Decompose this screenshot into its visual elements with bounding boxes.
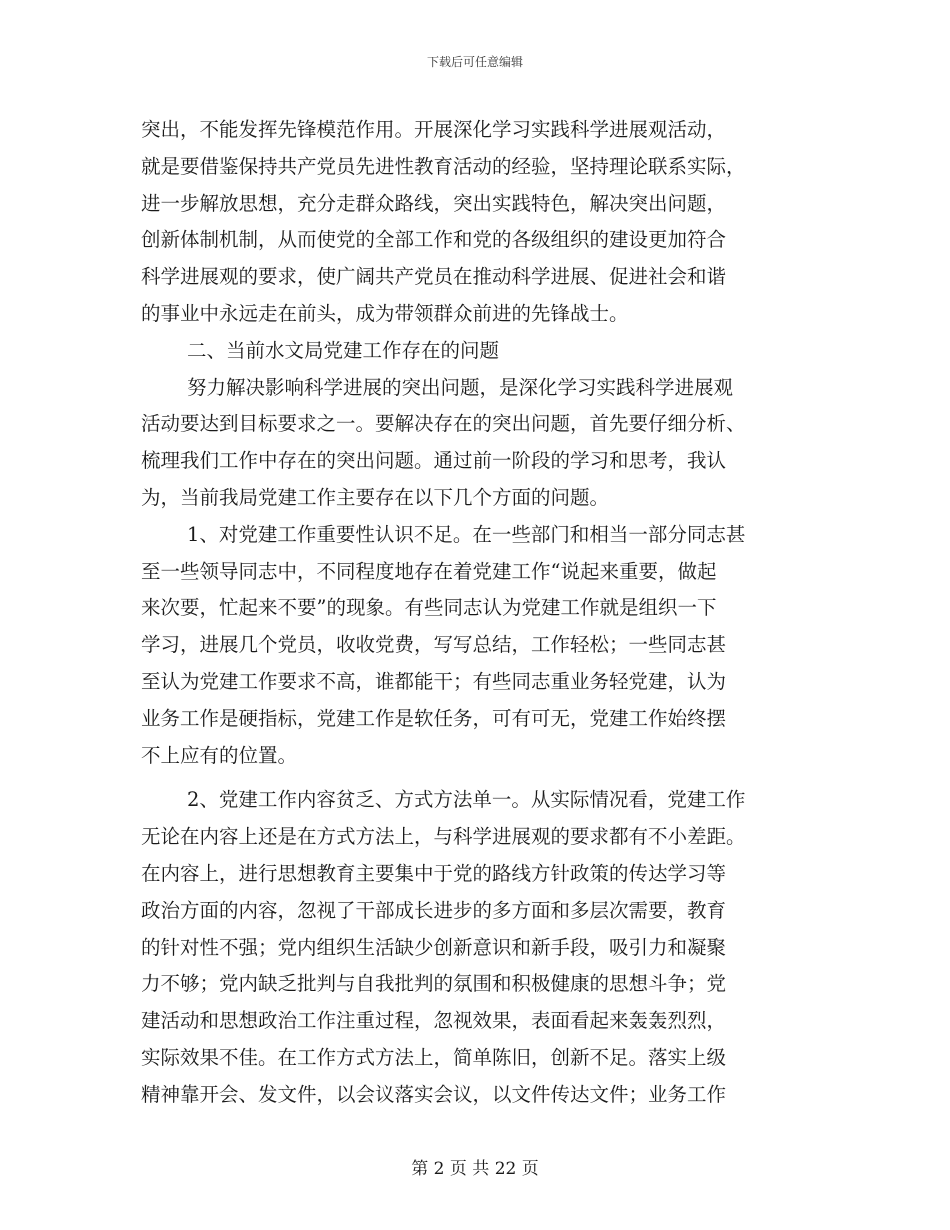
text-line: 为，当前我局党建工作主要存在以下几个方面的问题。 [141,485,610,509]
text-line: 学习，进展几个党员，收收党费，写写总结，工作轻松；一些同志甚 [141,633,727,657]
text-line: 的针对性不强；党内组织生活缺少创新意识和新手段，吸引力和凝聚 [141,935,727,959]
text-line: 建活动和思想政治工作注重过程，忽视效果，表面看起来轰轰烈烈， [141,1009,727,1033]
section-heading: 二、当前水文局党建工作存在的问题 [187,338,500,362]
text-line: 就是要借鉴保持共产党员先进性教育活动的经验，坚持理论联系实际， [141,154,746,178]
text-line: 在内容上，进行思想教育主要集中于党的路线方针政策的传达学习等 [141,861,727,885]
text-line: 业务工作是硬指标，党建工作是软任务，可有可无，党建工作始终摆 [141,706,727,730]
page-header: 下载后可任意编辑 [426,55,523,69]
text-line: 至认为党建工作要求不高，谁都能干；有些同志重业务轻党建，认为 [141,669,727,693]
text-line: 梳理我们工作中存在的突出问题。通过前一阶段的学习和思考，我认 [141,449,727,473]
text-line: 活动要达到目标要求之一。要解决存在的突出问题，首先要仔细分析、 [141,412,746,436]
text-line: 的事业中永远走在前头，成为带领群众前进的先锋战士。 [141,301,629,325]
text-line: 不上应有的位置。 [141,743,298,767]
text-line: 至一些领导同志中，不同程度地存在着党建工作“说起来重要，做起 [141,559,717,583]
text-line: 突出，不能发挥先锋模范作用。开展深化学习实践科学进展观活动， [141,118,727,141]
text-line: 科学进展观的要求，使广阔共产党员在推动科学进展、促进社会和谐 [141,265,727,289]
text-line: 力不够；党内缺乏批判与自我批判的氛围和积极健康的思想斗争；党 [141,972,727,996]
text-line: 来次要，忙起来不要”的现象。有些同志认为党建工作就是组织一下 [141,596,717,620]
page-number-footer: 第 2 页 共 22 页 [411,1159,539,1179]
document-body [141,112,811,1114]
text-line: 2、党建工作内容贫乏、方式方法单一。从实际情况看，党建工作 [187,788,746,812]
text-line: 创新体制机制，从而使党的全部工作和党的各级组织的建设更加符合 [141,228,727,252]
text-line: 努力解决影响科学进展的突出问题，是深化学习实践科学进展观 [187,375,734,399]
text-line: 无论在内容上还是在方式方法上，与科学进展观的要求都有不小差距。 [141,825,746,849]
text-line: 实际效果不佳。在工作方式方法上，简单陈旧，创新不足。落实上级 [141,1045,727,1069]
text-line: 进一步解放思想，充分走群众路线，突出实践特色，解决突出问题， [141,191,727,215]
text-line: 政治方面的内容，忽视了干部成长进步的多方面和多层次需要，教育 [141,898,727,922]
text-line: 精神靠开会、发文件，以会议落实会议，以文件传达文件；业务工作 [141,1082,727,1106]
text-line: 1、对党建工作重要性认识不足。在一些部门和相当一部分同志甚 [187,522,746,546]
